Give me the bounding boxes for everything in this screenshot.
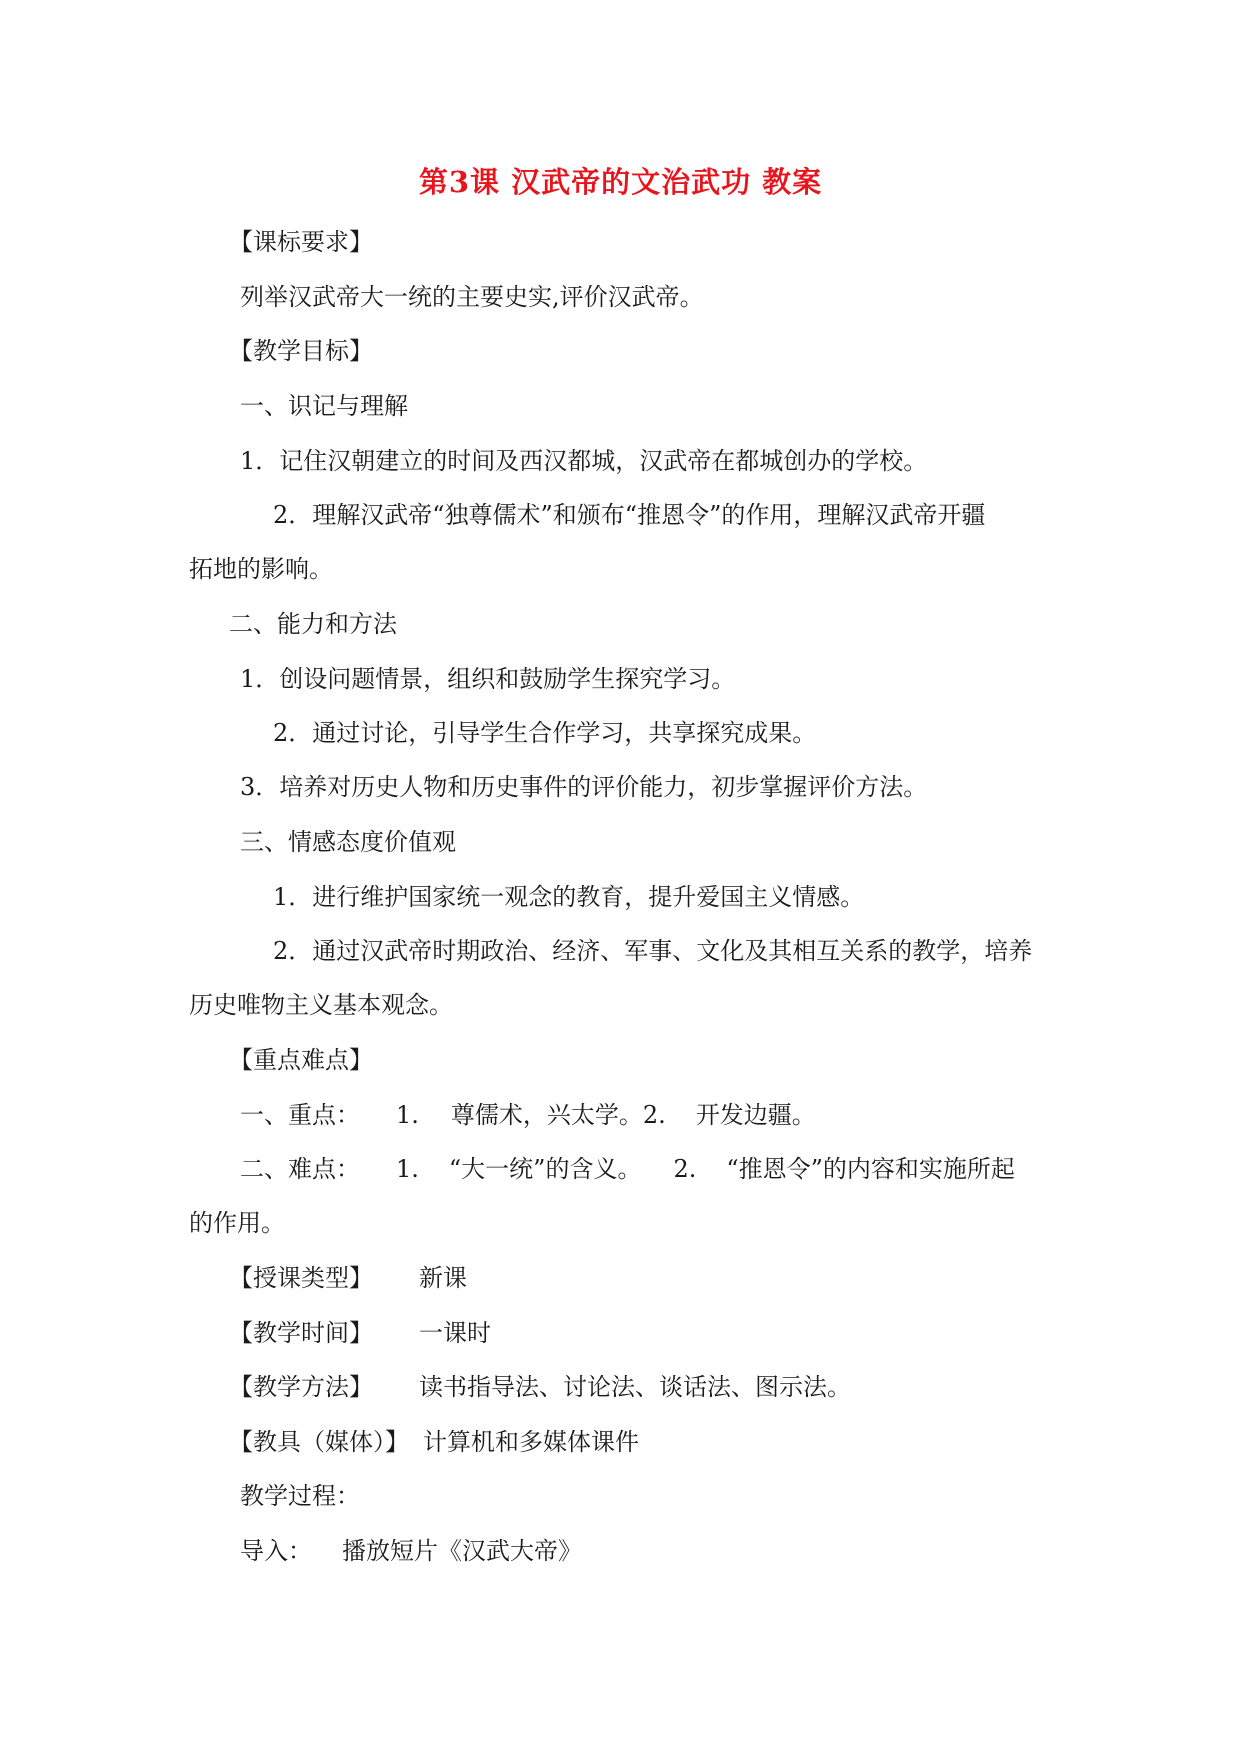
lesson-time-value: 一课时	[419, 1319, 491, 1347]
key-points-row	[240, 1100, 816, 1130]
key-points-label: 一、重点：	[240, 1101, 360, 1129]
section-one-item-2: 2．理解汉武帝“独尊儒术”和颁布“推恩令”的作用，理解汉武帝开疆	[273, 501, 986, 529]
teaching-method-label: 【教学方法】	[229, 1373, 373, 1401]
document-title: 第3课 汉武帝的文治武功 教案	[418, 165, 823, 199]
intro-row	[240, 1536, 582, 1566]
section-three-heading: 三、情感态度价值观	[240, 828, 456, 856]
difficult-point-2-text: “推恩令”的内容和实施所起	[726, 1155, 1015, 1183]
intro-label: 导入：	[240, 1537, 312, 1565]
teaching-aids-value: 计算机和多媒体课件	[423, 1428, 639, 1456]
section-one-item-1: 1．记住汉朝建立的时间及西汉都城，汉武帝在都城创办的学校。	[240, 447, 928, 475]
teaching-aids-label: 【教具（媒体）】	[229, 1428, 409, 1456]
key-point-1-num: 1.	[396, 1101, 419, 1129]
lesson-time-row	[229, 1318, 491, 1348]
teaching-method-row	[229, 1372, 851, 1402]
kebiao-text: 列举汉武帝大一统的主要史实,评价汉武帝。	[240, 283, 704, 311]
lesson-type-row	[229, 1263, 467, 1293]
lesson-type-label: 【授课类型】	[229, 1264, 373, 1292]
difficult-points-row	[240, 1154, 1015, 1184]
section-two-heading: 二、能力和方法	[229, 610, 397, 638]
section-three-item-1: 1．进行维护国家统一观念的教育，提升爱国主义情感。	[273, 883, 865, 911]
section-two-item-1: 1．创设问题情景，组织和鼓励学生探究学习。	[240, 665, 736, 693]
lesson-time-label: 【教学时间】	[229, 1319, 373, 1347]
difficult-point-1-num: 1.	[396, 1155, 419, 1183]
difficult-point-2-num: 2.	[673, 1155, 697, 1183]
teaching-process-heading: 教学过程：	[240, 1482, 360, 1510]
key-point-2-text: 开发边疆。	[695, 1101, 816, 1129]
section-one-item-2-cont: 拓地的影响。	[189, 555, 333, 583]
teaching-aids-row	[229, 1427, 639, 1457]
teaching-method-value: 读书指导法、讨论法、谈话法、图示法。	[419, 1373, 851, 1401]
zhongdian-heading: 【重点难点】	[229, 1046, 373, 1074]
key-point-1-text: 尊儒术，兴太学。2.	[450, 1101, 666, 1129]
section-three-item-2-cont: 历史唯物主义基本观念。	[189, 991, 453, 1019]
difficult-point-1-text: “大一统”的含义。	[448, 1155, 642, 1183]
mubiao-heading: 【教学目标】	[229, 337, 373, 365]
intro-value: 播放短片《汉武大帝》	[342, 1537, 582, 1565]
difficult-points-cont: 的作用。	[189, 1209, 285, 1237]
section-one-heading: 一、识记与理解	[240, 392, 408, 420]
section-two-item-3: 3．培养对历史人物和历史事件的评价能力，初步掌握评价方法。	[240, 773, 928, 801]
section-three-item-2: 2．通过汉武帝时期政治、经济、军事、文化及其相互关系的教学，培养	[273, 937, 1033, 965]
difficult-points-label: 二、难点：	[240, 1155, 360, 1183]
section-two-item-2: 2．通过讨论，引导学生合作学习，共享探究成果。	[273, 719, 817, 747]
lesson-type-value: 新课	[419, 1264, 467, 1292]
kebiao-heading: 【课标要求】	[229, 228, 373, 256]
